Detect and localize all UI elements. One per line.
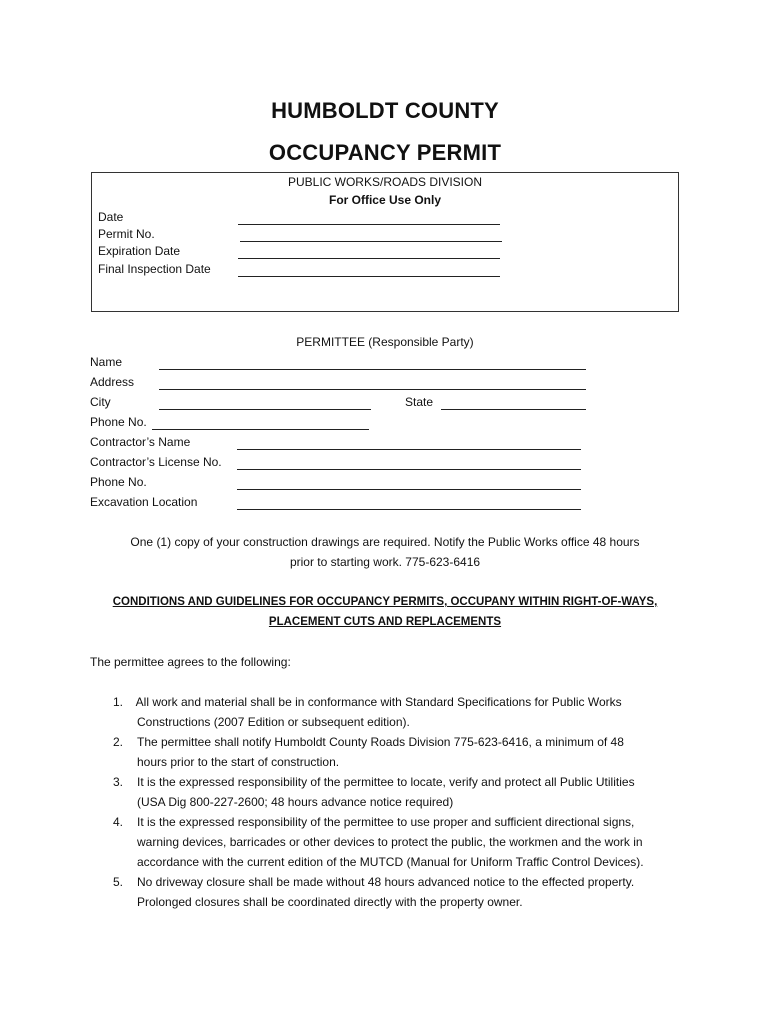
contractor-phone-label: Phone No. <box>90 475 147 489</box>
list-item-text: warning devices, barricades or other devices to protect the public, the workmen and the work in <box>137 835 643 849</box>
list-item-text: (USA Dig 800-227-2600; 48 hours advance notice required) <box>137 795 454 809</box>
phone-label: Phone No. <box>90 415 147 429</box>
permit-no-field[interactable] <box>240 241 502 242</box>
contractor-name-label: Contractor’s Name <box>90 435 191 449</box>
date-field[interactable] <box>238 224 500 225</box>
list-item-number: 5. <box>113 875 124 889</box>
conditions-heading-1: CONDITIONS AND GUIDELINES FOR OCCUPANCY PERMITS, OCCUPANY WITHIN RIGHT-OF-WAYS, <box>112 596 658 608</box>
expiration-date-label: Expiration Date <box>98 244 181 258</box>
final-inspection-field[interactable] <box>238 276 500 277</box>
excavation-location-field[interactable] <box>237 509 581 510</box>
list-item-text: The permittee shall notify Humboldt County Roads Division 775-623-6416, a minimum of 48 <box>137 735 624 749</box>
list-item-text: No driveway closure shall be made without 48 hours advanced notice to the effected property. <box>137 875 635 889</box>
list-item-text: Constructions (2007 Edition or subsequent edition). <box>137 715 410 729</box>
permit-no-label: Permit No. <box>98 227 155 241</box>
excavation-location-label: Excavation Location <box>90 495 198 509</box>
title-line-2: OCCUPANCY PERMIT <box>268 140 502 165</box>
list-item-text: It is the expressed responsibility of the permittee to locate, verify and protect all Public Utilities <box>137 775 635 789</box>
office-use-label: For Office Use Only <box>328 193 442 207</box>
contractor-license-label: Contractor’s License No. <box>90 455 222 469</box>
address-label: Address <box>90 375 135 389</box>
list-item-number: 1. <box>113 695 124 709</box>
division-label: PUBLIC WORKS/ROADS DIVISION <box>287 175 483 189</box>
list-item-number: 4. <box>113 815 124 829</box>
list-item-text: All work and material shall be in conformance with Standard Specifications for Public Works <box>133 695 622 709</box>
city-label: City <box>90 395 111 409</box>
list-item-number: 2. <box>113 735 124 749</box>
name-label: Name <box>90 355 123 369</box>
list-item-number: 3. <box>113 775 124 789</box>
name-field[interactable] <box>159 369 586 370</box>
state-label: State <box>405 395 434 409</box>
permittee-heading: PERMITTEE (Responsible Party) <box>296 335 474 349</box>
state-field[interactable] <box>441 409 586 410</box>
contractor-name-field[interactable] <box>237 449 581 450</box>
city-field[interactable] <box>159 409 371 410</box>
contractor-phone-field[interactable] <box>237 489 581 490</box>
title-line-1: HUMBOLDT COUNTY <box>271 98 499 123</box>
conditions-intro: The permittee agrees to the following: <box>90 655 291 669</box>
list-item-text: It is the expressed responsibility of the permittee to use proper and sufficient directional signs, <box>137 815 635 829</box>
expiration-date-field[interactable] <box>238 258 500 259</box>
list-item-text: accordance with the current edition of the MUTCD (Manual for Uniform Traffic Control Devices). <box>137 855 644 869</box>
notice-line-1: One (1) copy of your construction drawings are required. Notify the Public Works office 48 hours <box>130 535 640 549</box>
date-label: Date <box>98 210 124 224</box>
notice-line-2: prior to starting work. 775-623-6416 <box>289 555 481 569</box>
address-field[interactable] <box>159 389 586 390</box>
list-item-text: hours prior to the start of construction. <box>137 755 340 769</box>
final-inspection-label: Final Inspection Date <box>98 262 211 276</box>
conditions-heading-2: PLACEMENT CUTS AND REPLACEMENTS <box>268 616 502 628</box>
phone-field[interactable] <box>152 429 369 430</box>
list-item-text: Prolonged closures shall be coordinated directly with the property owner. <box>137 895 523 909</box>
contractor-license-field[interactable] <box>237 469 581 470</box>
office-use-box <box>91 172 679 312</box>
